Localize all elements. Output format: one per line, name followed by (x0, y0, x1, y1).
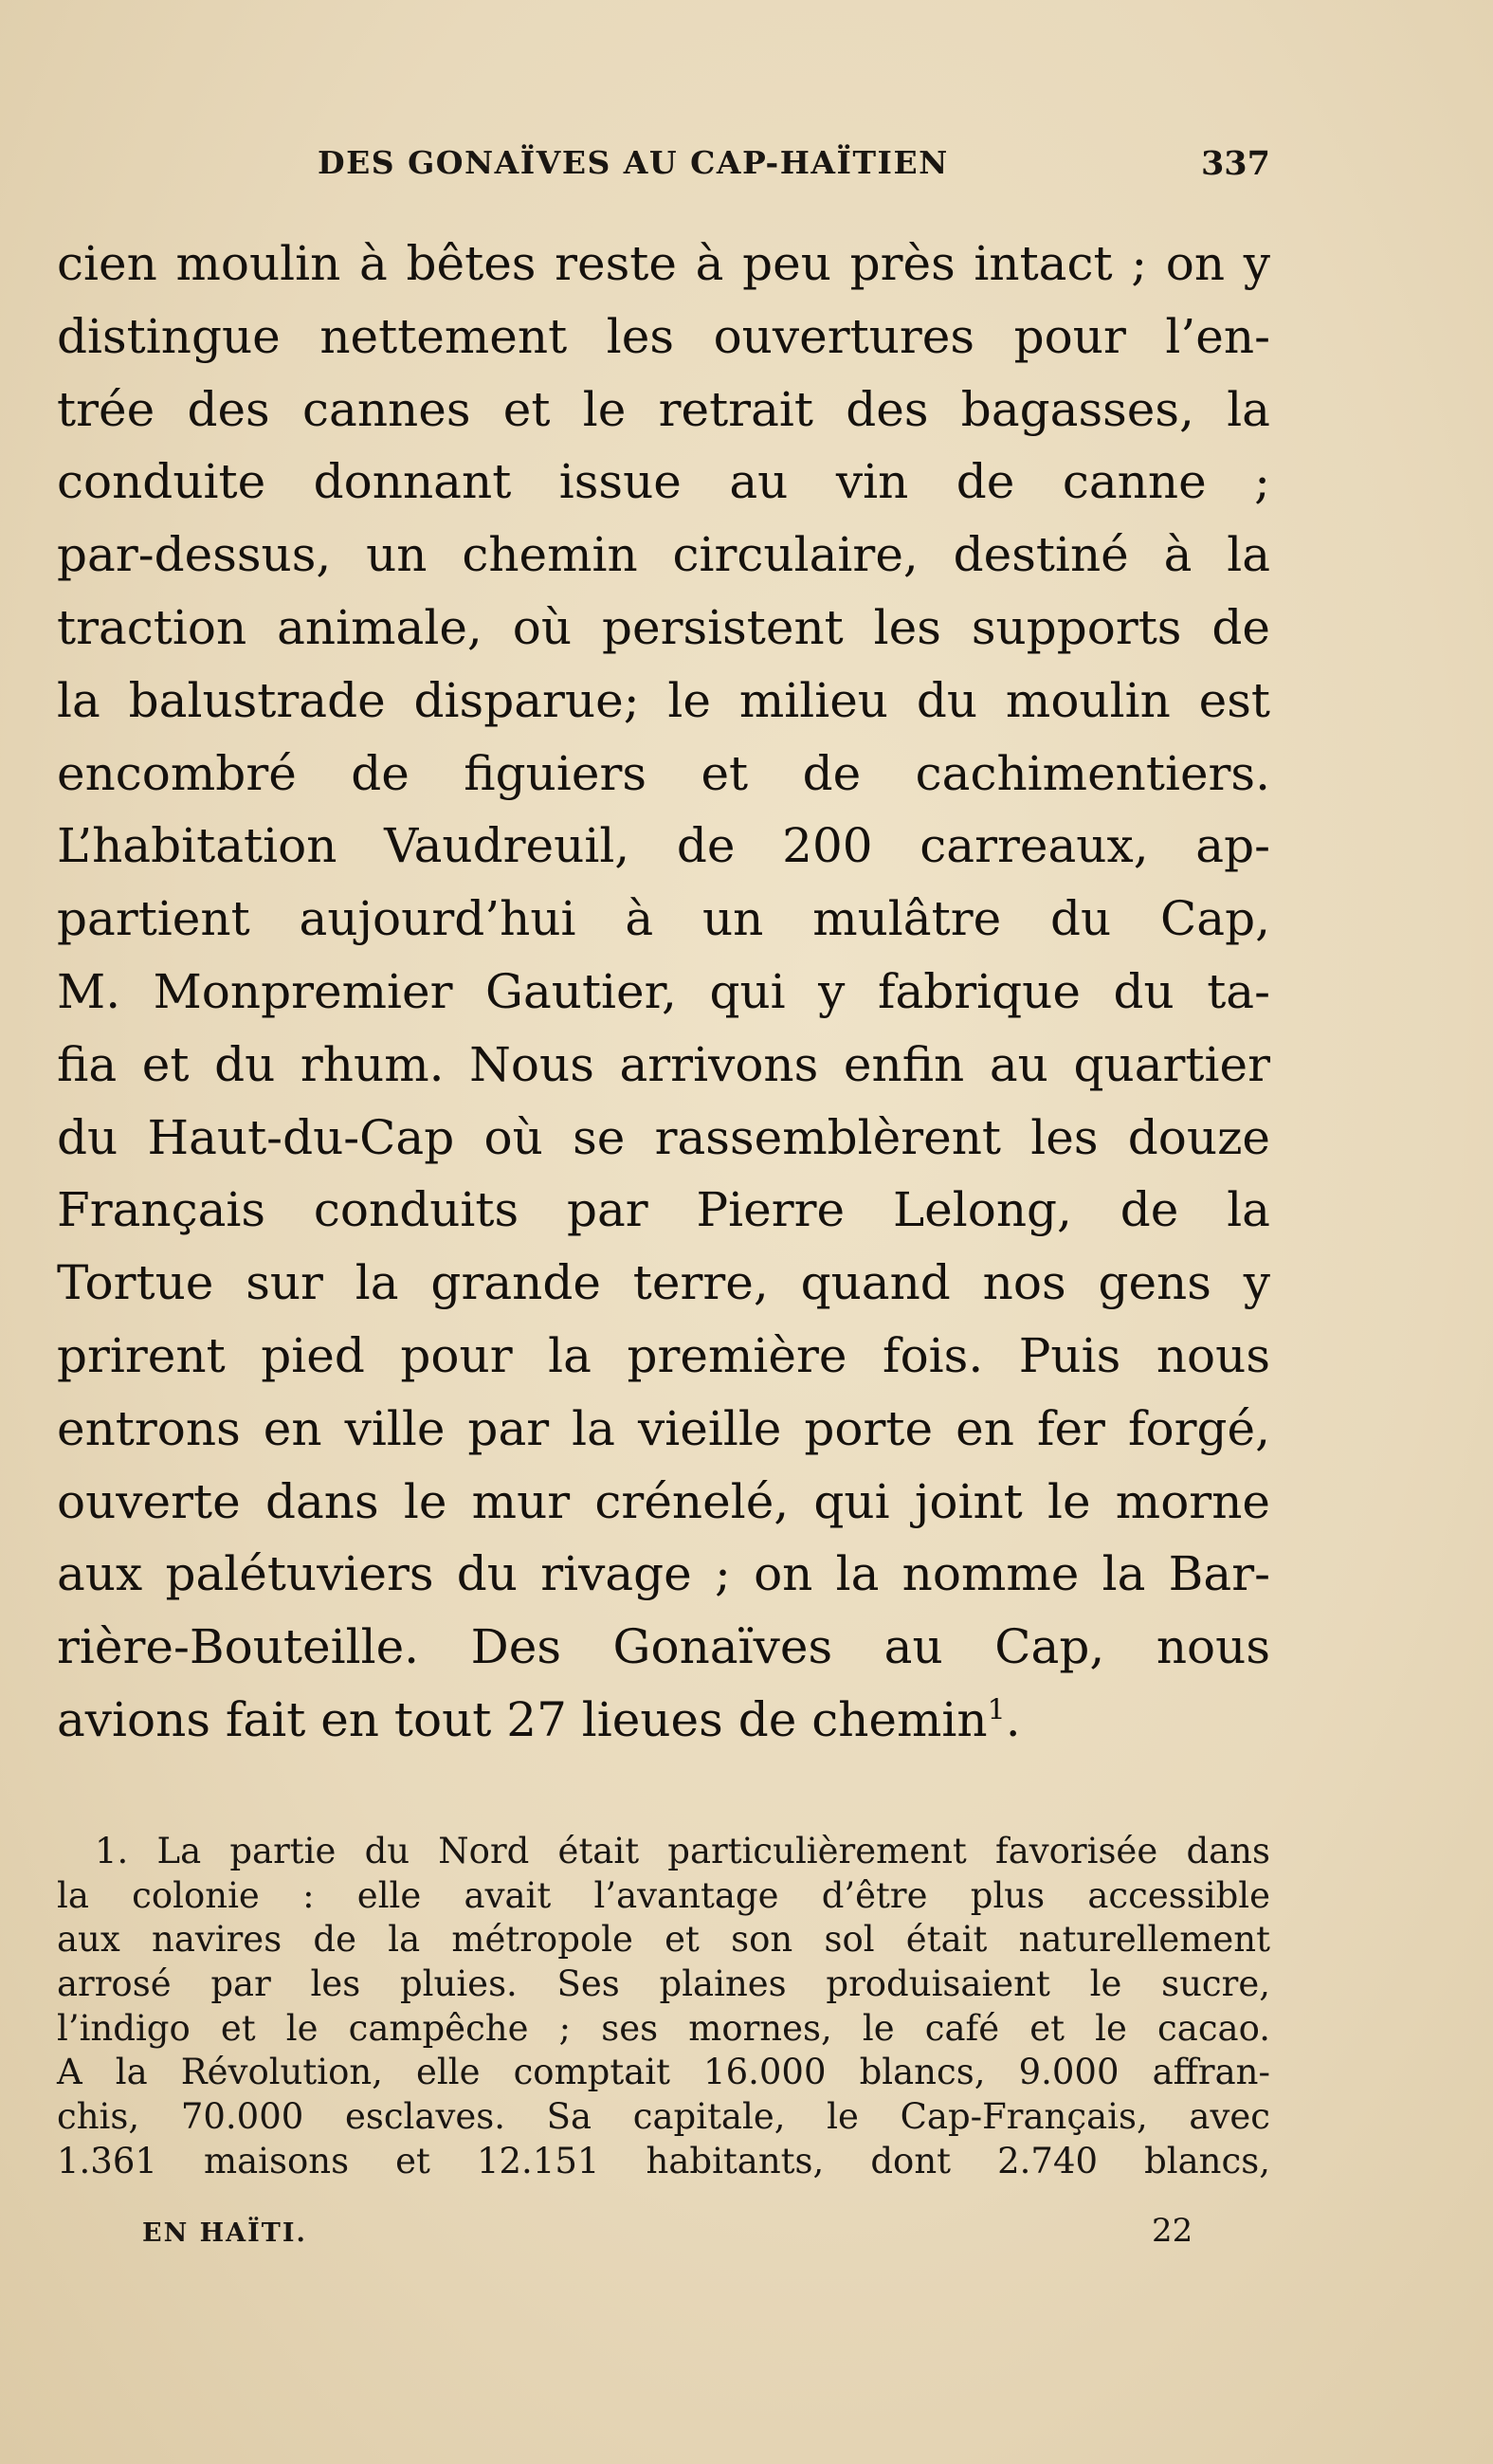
text-line: la balustrade disparue; le milieu du moulin est (57, 672, 1270, 728)
text-line: Tortue sur la grande terre, quand nos gens y (57, 1255, 1270, 1311)
text-line: traction animale, où persistent les supports de (57, 599, 1270, 655)
text-line: du Haut-du-Cap où se rassemblèrent les douze (57, 1109, 1270, 1165)
text-line: fia et du rhum. Nous arrivons enfin au quartier (57, 1036, 1270, 1092)
text-line: L’habitation Vaudreuil, de 200 carreaux, ap- (57, 818, 1270, 874)
text-line: Français conduits par Pierre Lelong, de la (57, 1182, 1270, 1238)
text-line: distingue nettement les ouvertures pour l’en- (57, 308, 1270, 364)
footnote-line: A la Révolution, elle comptait 16.000 blancs, 9.000 affran- (57, 2052, 1270, 2093)
text-line: entrons en ville par la vieille porte en fer forgé, (57, 1400, 1270, 1456)
footnote-line: l’indigo et le campêche ; ses mornes, le café et le cacao. (57, 2007, 1270, 2049)
main-text (57, 228, 1270, 1757)
text-line: conduite donnant issue au vin de canne ; (57, 454, 1270, 510)
text-line: cien moulin à bêtes reste à peu près intact ; on y (57, 236, 1270, 291)
signature-mark: EN HAÏTI. (142, 2218, 307, 2248)
text-line-last (57, 1684, 1270, 1757)
text-line: aux palétuviers du rivage ; on la nomme la Bar- (57, 1546, 1270, 1602)
footnote-line: la colonie : elle avait l’avantage d’être plus accessible (57, 1874, 1270, 1916)
text-line: encombré de figuiers et de cachimentiers. (57, 745, 1270, 801)
text-line: M. Monpremier Gautier, qui y fabrique du ta- (57, 963, 1270, 1019)
running-header (57, 144, 1270, 193)
text-line: rière-Bouteille. Des Gonaïves au Cap, nous (57, 1619, 1270, 1675)
footnote (57, 1830, 1270, 2184)
footnote-line: aux navires de la métropole et son sol était naturellement (57, 1919, 1270, 1961)
page-number: 337 (1200, 144, 1270, 183)
footnote-reference[interactable]: 1 (987, 1693, 1006, 1727)
footnote-line: 1. La partie du Nord était particulièrement favorisée dans (95, 1831, 1270, 1871)
last-line-period: . (1005, 1691, 1021, 1747)
footnote-line: 1.361 maisons et 12.151 habitants, dont 2.740 blancs, (57, 2140, 1270, 2181)
text-line: ouverte dans le mur crénelé, qui joint le morne (57, 1473, 1270, 1529)
footnote-line: chis, 70.000 esclaves. Sa capitale, le Cap-Français, avec (57, 2096, 1270, 2138)
sheet-number: 22 (1152, 2212, 1193, 2250)
text-line: par-dessus, un chemin circulaire, destiné à la (57, 527, 1270, 583)
text-line: prirent pied pour la première fois. Puis nous (57, 1327, 1270, 1383)
last-line-text: avions fait en tout 27 lieues de chemin (57, 1691, 988, 1747)
text-line: trée des cannes et le retrait des bagasses, la (57, 381, 1270, 437)
footnote-line: arrosé par les pluies. Ses plaines produisaient le sucre, (57, 1963, 1270, 2005)
running-title: DES GONAÏVES AU CAP-HAÏTIEN (318, 144, 949, 181)
text-line: partient aujourd’hui à un mulâtre du Cap, (57, 891, 1270, 947)
